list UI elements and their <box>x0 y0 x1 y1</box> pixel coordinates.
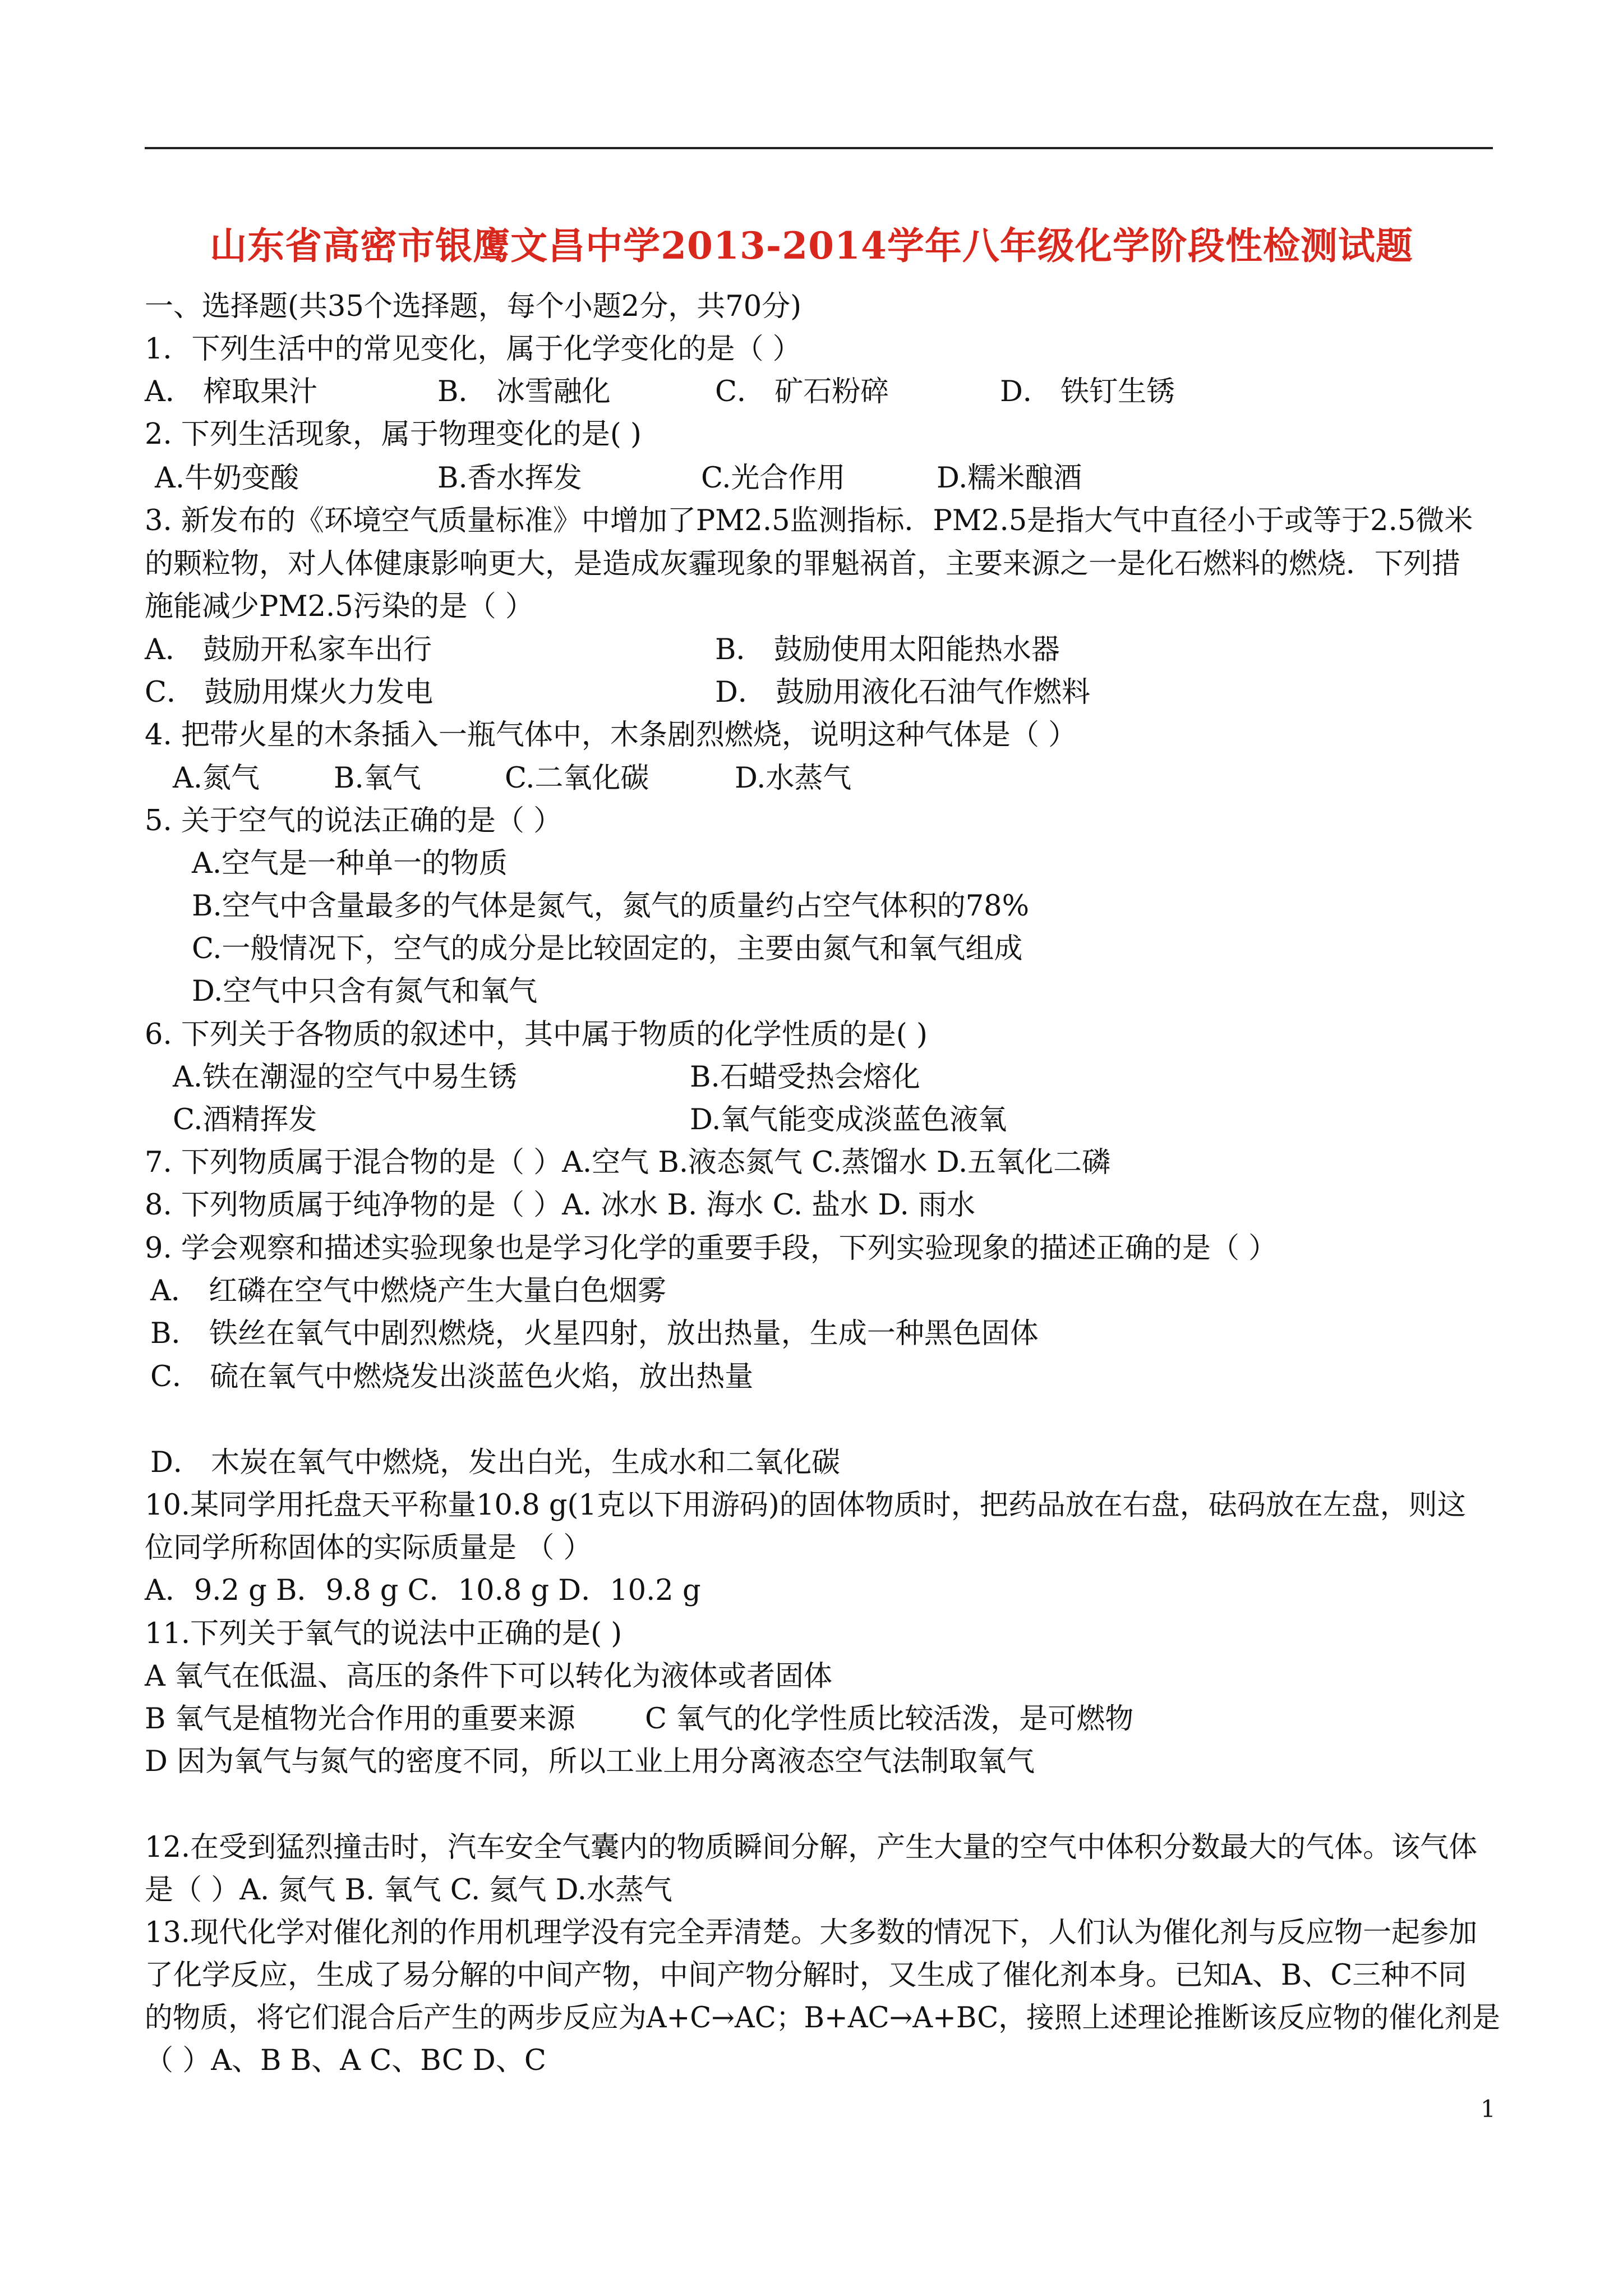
question-3-line-3: 施能减少PM2.5污染的是（ ） <box>145 590 534 623</box>
section-heading: 一、选择题(共35个选择题，每个小题2分，共70分) <box>145 290 802 323</box>
option-5b: B.空气中含量最多的气体是氮气，氮气的质量约占空气体积的78% <box>192 890 1030 923</box>
option-2d: D.糯米酿酒 <box>937 462 1082 495</box>
page-number: 1 <box>1481 2095 1496 2123</box>
question-13-line-1: 13.现代化学对催化剂的作用机理学没有完全弄清楚。大多数的情况下，人们认为催化剂与反应物一起参加 <box>145 1916 1478 1949</box>
question-12-line-1: 12.在受到猛烈撞击时，汽车安全气囊内的物质瞬间分解，产生大量的空气中体积分数最大的气体。该气体 <box>145 1831 1478 1864</box>
option-4d: D.水蒸气 <box>735 762 852 795</box>
question-4: 4. 把带火星的木条插入一瓶气体中，木条剧烈燃烧，说明这种气体是（ ） <box>145 719 1077 752</box>
option-3a: A． 鼓励开私家车出行 <box>145 633 432 666</box>
option-6b: B.石蜡受热会熔化 <box>690 1061 920 1094</box>
question-3-line-1: 3. 新发布的《环境空气质量标准》中增加了PM2.5监测指标．PM2.5是指大气中直径小于或等于2.5微米 <box>145 504 1473 537</box>
question-13-line-2: 了化学反应，生成了易分解的中间产物，中间产物分解时，又生成了催化剂本身。已知A、B、C三种不同 <box>145 1959 1467 1992</box>
option-5c: C.一般情况下，空气的成分是比较固定的，主要由氮气和氧气组成 <box>192 932 1023 965</box>
question-12-line-2: 是（ ）A. 氮气 B. 氧气 C. 氦气 D.水蒸气 <box>145 1874 672 1907</box>
option-2a: A.牛奶变酸 <box>155 462 299 495</box>
option-4c: C.二氧化碳 <box>505 762 649 795</box>
option-6c: C.酒精挥发 <box>173 1103 317 1137</box>
question-13-line-3: 的物质，将它们混合后产生的两步反应为A+C→AC；B+AC→A+BC，接照上述理论推断该反应物的催化剂是 <box>145 2001 1500 2035</box>
option-1c: C． 矿石粉碎 <box>715 375 889 408</box>
option-5a: A.空气是一种单一的物质 <box>192 847 508 880</box>
question-7: 7. 下列物质属于混合物的是（ ）A.空气 B.液态氮气 C.蒸馏水 D.五氧化二磷 <box>145 1146 1111 1179</box>
option-3d: D． 鼓励用液化石油气作燃料 <box>715 676 1091 709</box>
option-9b: B． 铁丝在氧气中剧烈燃烧，火星四射，放出热量，生成一种黑色固体 <box>150 1317 1039 1350</box>
option-9c: C． 硫在氧气中燃烧发出淡蓝色火焰，放出热量 <box>150 1360 754 1393</box>
option-11a: A 氧气在低温、高压的条件下可以转化为液体或者固体 <box>145 1660 833 1693</box>
question-2: 2. 下列生活现象，属于物理变化的是( ) <box>145 418 642 451</box>
question-11: 11.下列关于氧气的说法中正确的是( ) <box>145 1617 623 1650</box>
option-9a: A． 红磷在空气中燃烧产生大量白色烟雾 <box>150 1274 667 1308</box>
question-13-line-4: （ ）A、B B、A C、BC D、C <box>145 2044 546 2077</box>
option-6a: A.铁在潮湿的空气中易生锈 <box>173 1061 518 1094</box>
option-11c: C 氧气的化学性质比较活泼，是可燃物 <box>645 1703 1134 1736</box>
option-3c: C． 鼓励用煤火力发电 <box>145 676 434 709</box>
option-4a: A.氮气 <box>173 762 260 795</box>
question-6: 6. 下列关于各物质的叙述中，其中属于物质的化学性质的是( ) <box>145 1018 928 1051</box>
options-10: A．9.2 g B．9.8 g C．10.8 g D．10.2 g <box>145 1574 701 1607</box>
question-9: 9. 学会观察和描述实验现象也是学习化学的重要手段，下列实验现象的描述正确的是（ ） <box>145 1232 1278 1265</box>
question-1: 1．下列生活中的常见变化，属于化学变化的是（ ） <box>145 333 801 366</box>
question-8: 8. 下列物质属于纯净物的是（ ）A. 冰水 B. 海水 C. 盐水 D. 雨水 <box>145 1189 975 1222</box>
option-5d: D.空气中只含有氮气和氧气 <box>192 975 538 1008</box>
option-3b: B． 鼓励使用太阳能热水器 <box>715 633 1060 666</box>
option-2b: B.香水挥发 <box>437 462 582 495</box>
option-1b: B． 冰雪融化 <box>437 375 611 408</box>
option-1a: A． 榨取果汁 <box>145 375 318 408</box>
option-9d: D． 木炭在氧气中燃烧，发出白光，生成水和二氧化碳 <box>150 1446 841 1479</box>
document-title: 山东省高密市银鹰文昌中学2013-2014学年八年级化学阶段性检测试题 <box>210 224 1413 268</box>
option-6d: D.氧气能变成淡蓝色液氧 <box>690 1103 1007 1137</box>
question-3-line-2: 的颗粒物，对人体健康影响更大，是造成灰霾现象的罪魁祸首，主要来源之一是化石燃料的燃烧．下列措 <box>145 547 1461 581</box>
header-rule <box>145 147 1493 149</box>
question-10-line-2: 位同学所称固体的实际质量是 （ ） <box>145 1531 592 1565</box>
option-11b: B 氧气是植物光合作用的重要来源 <box>145 1703 575 1736</box>
option-4b: B.氧气 <box>334 762 421 795</box>
option-2c: C.光合作用 <box>701 462 846 495</box>
option-1d: D． 铁钉生锈 <box>1000 375 1175 408</box>
question-10-line-1: 10.某同学用托盘天平称量10.8 g(1克以下用游码)的固体物质时，把药品放在右盘，砝码放在左盘，则这 <box>145 1489 1466 1522</box>
question-5: 5. 关于空气的说法正确的是（ ） <box>145 804 562 838</box>
option-11d: D 因为氧气与氮气的密度不同，所以工业上用分离液态空气法制取氧气 <box>145 1745 1035 1778</box>
